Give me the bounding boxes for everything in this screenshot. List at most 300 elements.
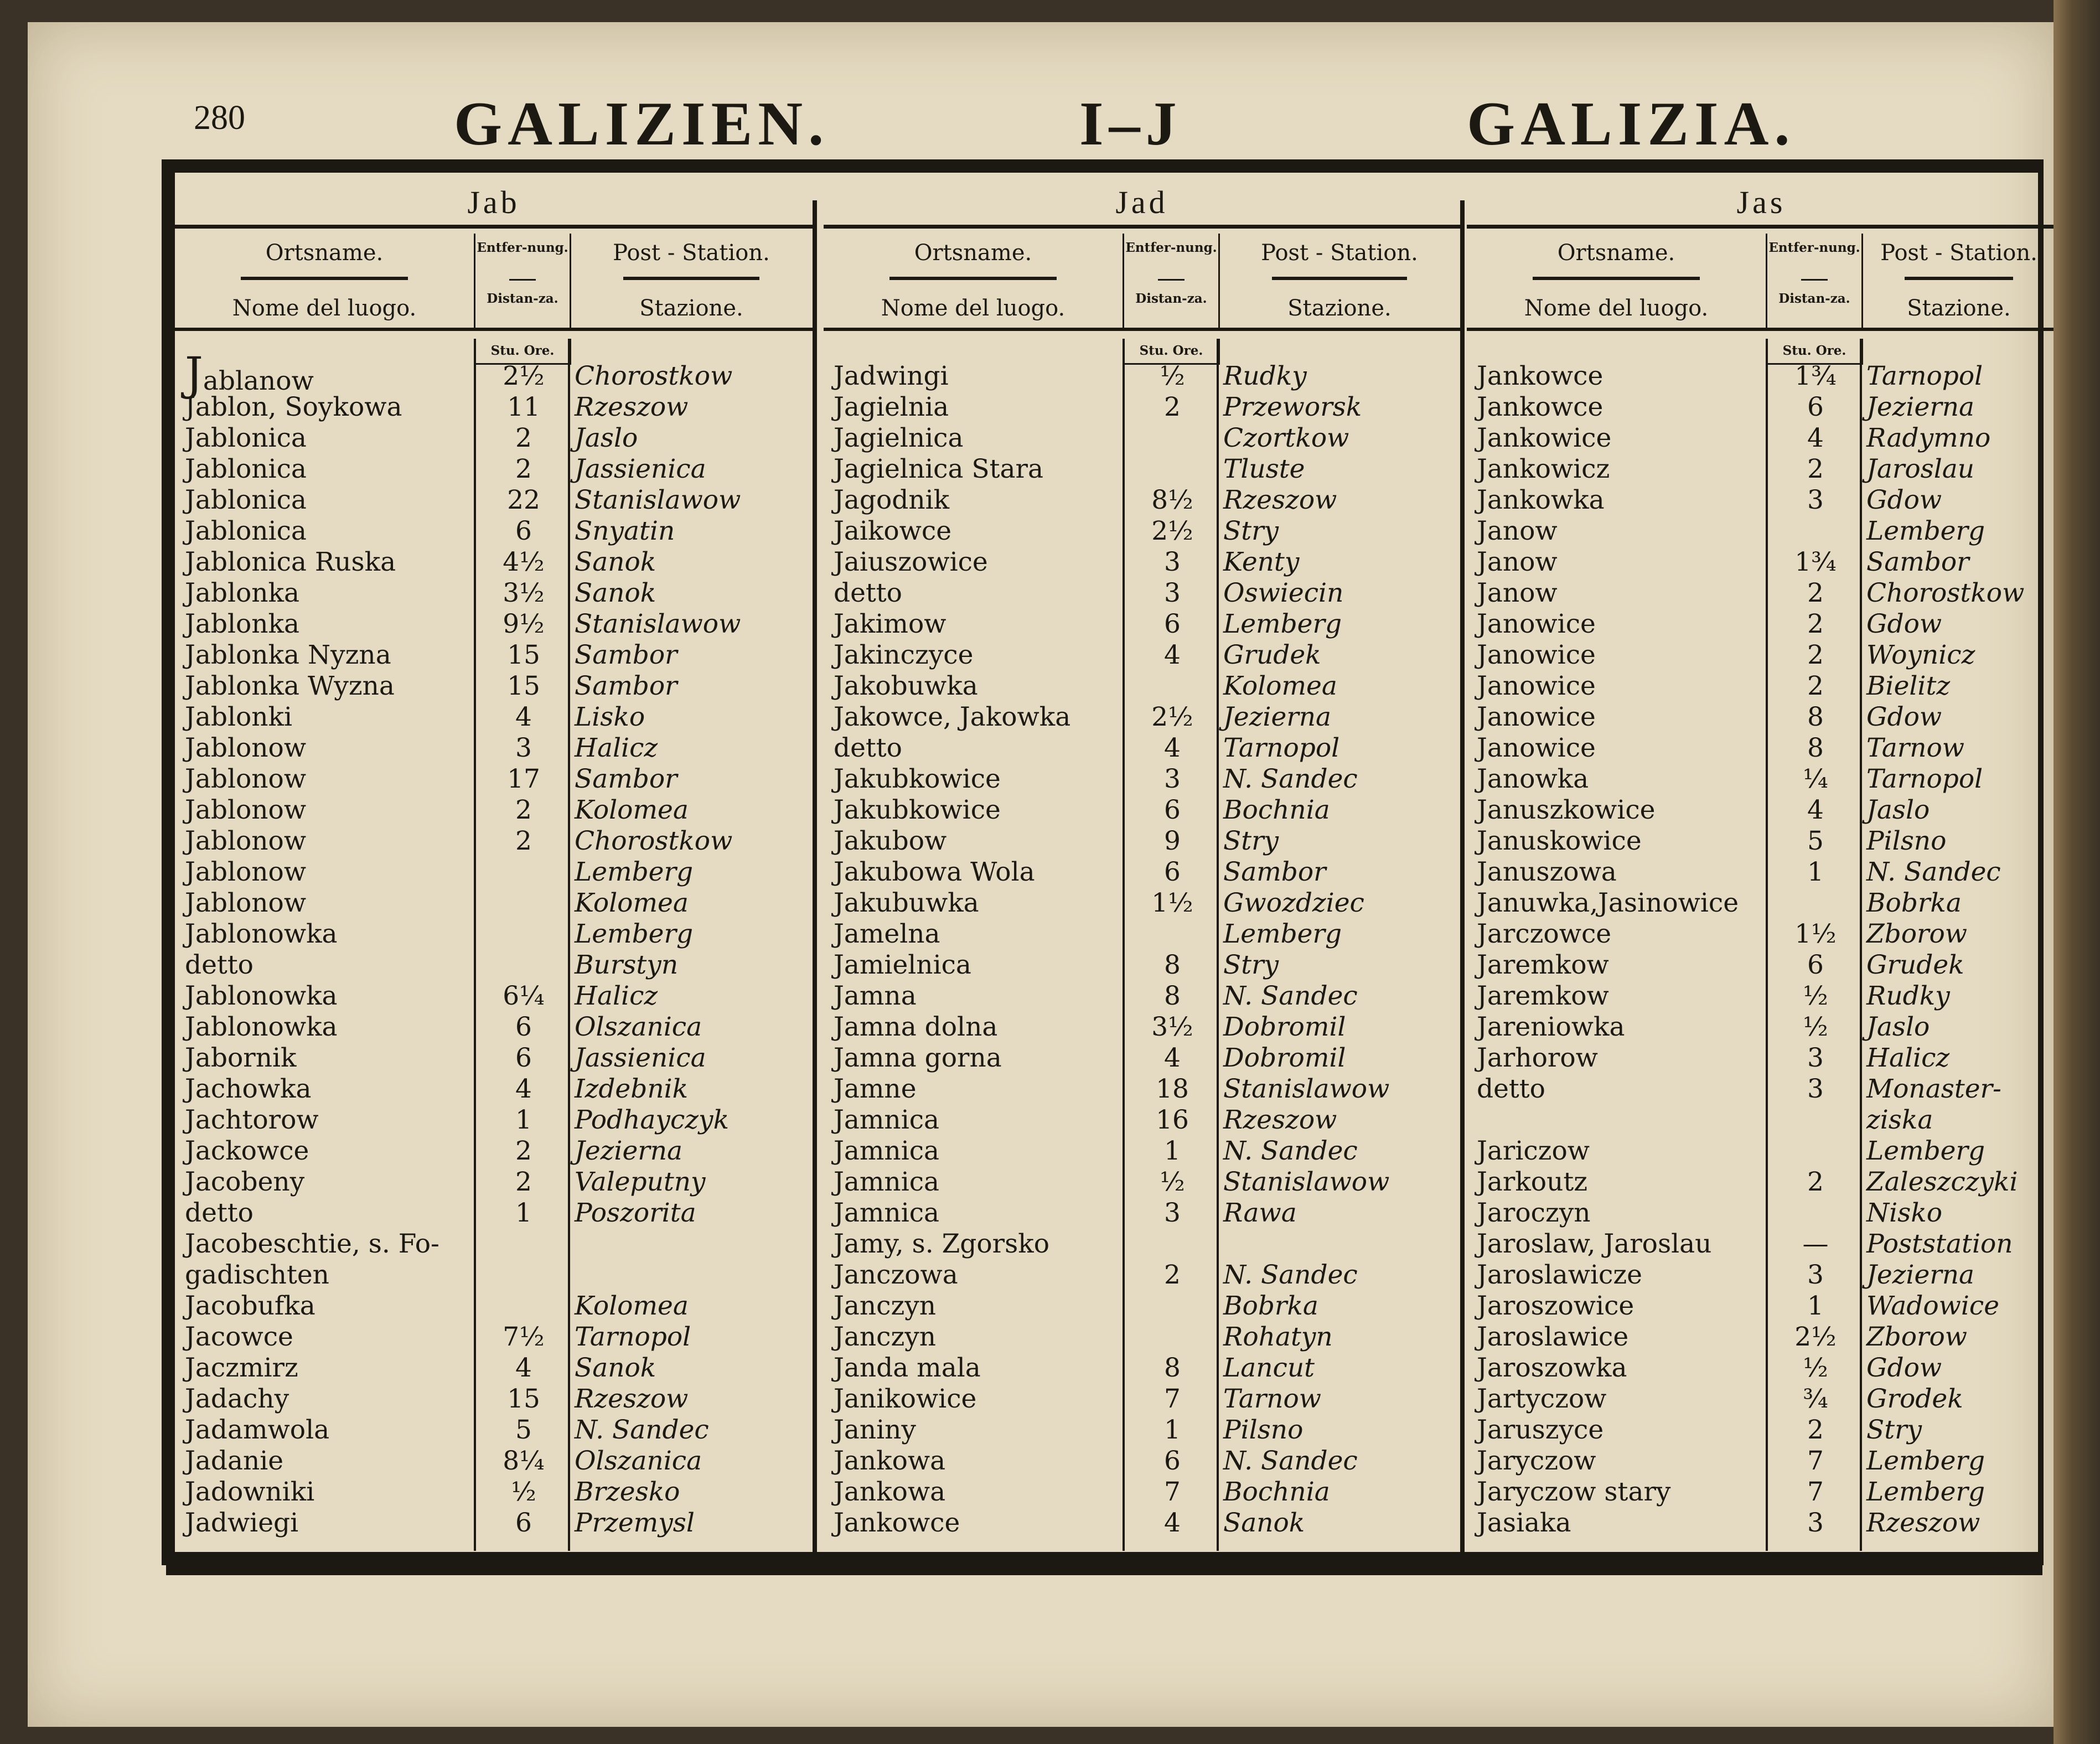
place-name: Jadwiegi [185, 1508, 299, 1538]
post-station: Grodek [1866, 1384, 1963, 1414]
station-header [1862, 234, 2056, 328]
place-name: Jaroszowice [1477, 1291, 1635, 1321]
post-station: Kenty [1223, 547, 1300, 577]
table-row [824, 1353, 1460, 1384]
post-station: Burstyn [575, 950, 679, 980]
distance-value: 1 [515, 1198, 532, 1228]
book-spine [2054, 0, 2100, 1744]
table-row [1467, 640, 2056, 671]
place-name: Jacobeschtie, s. Fo- [185, 1229, 439, 1259]
distance-value: 15 [507, 1384, 540, 1414]
table-row [824, 857, 1460, 888]
post-station: Stry [1866, 1415, 1922, 1445]
post-station: Rohatyn [1223, 1322, 1333, 1352]
place-name: Janow [1477, 516, 1558, 546]
post-station: Olszanica [575, 1446, 702, 1476]
place-name: Januszowa [1477, 857, 1617, 887]
distance-value: — [1802, 1229, 1829, 1259]
place-name: Jacobeny [185, 1167, 305, 1197]
post-station: Rzeszow [575, 1384, 689, 1414]
distance-value: 4 [1807, 423, 1824, 453]
post-station: Jaslo [1866, 795, 1930, 825]
distance-value: 4 [1807, 795, 1824, 825]
distance-value: 2 [1807, 1415, 1824, 1445]
post-station: Stry [1223, 826, 1279, 856]
post-station: N. Sandec [575, 1415, 709, 1445]
table-row [175, 795, 813, 826]
post-station: Oswiecin [1223, 578, 1344, 608]
name-header-german: Ortsname. [265, 240, 384, 266]
table-row [1467, 1043, 2056, 1074]
table-row [824, 454, 1460, 485]
table-row [175, 1074, 813, 1105]
distance-value: 6 [515, 516, 532, 546]
post-station: Kolomea [575, 795, 689, 825]
post-station: Woynicz [1866, 640, 1975, 670]
table-row [1467, 1136, 2056, 1167]
table-row [824, 702, 1460, 733]
name-header [175, 234, 474, 328]
distance-value: ½ [1803, 1353, 1828, 1383]
place-name: detto [185, 1198, 254, 1228]
post-station: Tarnopol [1866, 361, 1983, 391]
table-row [175, 857, 813, 888]
post-station: Poststation [1866, 1229, 2013, 1259]
table-row [824, 981, 1460, 1012]
distance-value: 22 [507, 485, 540, 515]
distance-value: 7 [1807, 1446, 1824, 1476]
post-station: Tluste [1223, 454, 1305, 484]
table-row [1467, 1353, 2056, 1384]
post-station: Gdow [1866, 702, 1942, 732]
distance-value: 1½ [1794, 919, 1837, 949]
column-header-row [175, 234, 813, 331]
post-station: Jaslo [575, 423, 638, 453]
distance-value: 2 [515, 795, 532, 825]
place-name: Jarkoutz [1477, 1167, 1588, 1197]
place-name: Jackowce [185, 1136, 309, 1166]
place-name: Jakimow [834, 609, 946, 639]
place-name: Jartyczow [1477, 1384, 1607, 1414]
distance-value: 3 [1807, 485, 1824, 515]
header-rule [1801, 279, 1828, 281]
table-row [1467, 981, 2056, 1012]
table-row [175, 1508, 813, 1539]
place-name: Jamna [834, 981, 917, 1011]
place-name: Jaroszowka [1477, 1353, 1627, 1383]
place-name: Jaczmirz [185, 1353, 298, 1383]
post-station: N. Sandec [1223, 1136, 1358, 1166]
distance-value: 8 [1164, 1353, 1181, 1383]
table-row [1467, 1012, 2056, 1043]
distance-value: 8 [1164, 981, 1181, 1011]
column-header-row [1467, 234, 2056, 331]
table-row [175, 1384, 813, 1415]
distance-value: 17 [507, 764, 540, 794]
table-row [824, 795, 1460, 826]
distance-value: 5 [1807, 826, 1824, 856]
station-header-german: Post - Station. [613, 240, 770, 266]
place-name: Janikowice [834, 1384, 977, 1414]
place-name: Jankowka [1477, 485, 1605, 515]
initial-letter: J [185, 348, 203, 401]
place-name: Jadowniki [185, 1477, 315, 1507]
table-row [175, 1043, 813, 1074]
distance-header-italian: Distan-za. [1135, 291, 1207, 306]
distance-header-german: Entfer-nung. [1768, 240, 1860, 255]
place-name: Janowice [1477, 671, 1596, 701]
place-name: Janczyn [834, 1291, 937, 1321]
station-header-italian: Stazione. [639, 296, 743, 321]
post-station: Lemberg [1866, 1477, 1985, 1507]
post-station: Tarnopol [575, 1322, 691, 1352]
place-name: Jamelna [834, 919, 940, 949]
place-name: Janczyn [834, 1322, 937, 1352]
distance-header-german: Entfer-nung. [1125, 240, 1217, 255]
place-name: Jablanow [185, 348, 314, 401]
distance-value: 6 [1164, 795, 1181, 825]
distance-value: 2 [515, 826, 532, 856]
title-range: I–J [1079, 90, 1182, 158]
distance-value: 7 [1807, 1477, 1824, 1507]
post-station: Jaroslau [1866, 454, 1975, 484]
table-row [175, 702, 813, 733]
table-row [1467, 392, 2056, 423]
place-name: Jaryczow [1477, 1446, 1596, 1476]
table-row [175, 1291, 813, 1322]
table-row [175, 764, 813, 795]
table-row [175, 1260, 813, 1291]
place-name: Jamnica [834, 1167, 940, 1197]
distance-value: 4 [515, 1074, 532, 1104]
post-station: Gwozdziec [1223, 888, 1364, 918]
table-row [824, 1136, 1460, 1167]
header-rule [1905, 277, 2013, 280]
distance-value: 8 [1807, 733, 1824, 763]
post-station: Lemberg [1866, 1136, 1985, 1166]
distance-value: 6 [515, 1508, 532, 1538]
table-row [175, 1167, 813, 1198]
distance-header [1766, 234, 1863, 328]
table-row [824, 1260, 1460, 1291]
place-name: Jaryczow stary [1477, 1477, 1671, 1507]
post-station: Stanislawow [1223, 1074, 1390, 1104]
table-row [175, 826, 813, 857]
post-station: Zborow [1866, 919, 1968, 949]
post-station: Olszanica [575, 1012, 702, 1042]
place-name: Jablonica Ruska [185, 547, 396, 577]
section-jab [175, 173, 813, 1552]
place-name: Jankowce [834, 1508, 960, 1538]
post-station: Sanok [575, 578, 656, 608]
table-row [824, 671, 1460, 702]
distance-value: 4 [1164, 1043, 1181, 1073]
place-name: Jablonowka [185, 919, 338, 949]
unit-label: Stu. Ore. [1766, 339, 1863, 365]
post-station: Valeputny [575, 1167, 706, 1197]
place-name: Jamnica [834, 1136, 940, 1166]
place-name: Jablonowka [185, 981, 338, 1011]
distance-value: 16 [1156, 1105, 1189, 1135]
distance-value: 8 [1807, 702, 1824, 732]
table-row [824, 919, 1460, 950]
header-rule [1272, 277, 1407, 280]
section-label: Jab [175, 184, 813, 229]
post-station: Stry [1223, 516, 1279, 546]
table-row [175, 578, 813, 609]
place-name: Jablonka Nyzna [185, 640, 391, 670]
station-header [570, 234, 813, 328]
place-name: Jakowce, Jakowka [834, 702, 1071, 732]
table-row [824, 640, 1460, 671]
station-header-italian: Stazione. [1907, 296, 2011, 321]
place-name: detto [834, 733, 902, 763]
distance-value: 6 [1807, 950, 1824, 980]
post-station: Bochnia [1223, 795, 1330, 825]
distance-value: 4 [1164, 1508, 1181, 1538]
table-row [175, 454, 813, 485]
distance-value: 2½ [1151, 702, 1193, 732]
post-station: Izdebnik [575, 1074, 689, 1104]
place-name: Janowice [1477, 609, 1596, 639]
place-name: Januszkowice [1477, 795, 1656, 825]
place-name: detto [834, 578, 902, 608]
post-station: Kolomea [575, 888, 689, 918]
distance-value: 4½ [503, 547, 545, 577]
header-rule [1158, 279, 1185, 281]
distance-value: 3 [1164, 547, 1181, 577]
post-station: Rawa [1223, 1198, 1297, 1228]
post-station: Poszorita [575, 1198, 696, 1228]
table-row [824, 826, 1460, 857]
table-row [1467, 1291, 2056, 1322]
post-station: Sambor [575, 671, 677, 701]
table-row [1467, 516, 2056, 547]
place-name: Jamielnica [834, 950, 971, 980]
table-row [175, 1353, 813, 1384]
post-station: Rudky [1866, 981, 1950, 1011]
distance-value: 6 [1164, 609, 1181, 639]
post-station: Sambor [1223, 857, 1326, 887]
header-rule [1533, 277, 1700, 280]
place-name: Januwka,Jasinowice [1477, 888, 1739, 918]
distance-value: 9½ [503, 609, 545, 639]
post-station: Jezierna [1223, 702, 1332, 732]
table-row [1467, 764, 2056, 795]
table-row [175, 1198, 813, 1229]
post-station: Chorostkow [1866, 578, 2025, 608]
post-station: Rudky [1223, 361, 1307, 391]
post-station: Lemberg [1223, 919, 1342, 949]
unit-label: Stu. Ore. [1123, 339, 1220, 365]
table-row [175, 485, 813, 516]
table-row [175, 671, 813, 702]
post-station: Halicz [575, 981, 658, 1011]
post-station: Jassienica [575, 454, 706, 484]
table-row [1467, 919, 2056, 950]
place-name: Jacowce [185, 1322, 293, 1352]
place-name: Jaikowce [834, 516, 952, 546]
table-row [824, 1198, 1460, 1229]
place-name: Jankowa [834, 1477, 946, 1507]
post-station: Przemysl [575, 1508, 695, 1538]
place-name: Jamnica [834, 1198, 940, 1228]
place-name: Jagodnik [834, 485, 950, 515]
place-name: Jablonica [185, 423, 307, 453]
place-name: Jablonka [185, 578, 300, 608]
station-header-german: Post - Station. [1880, 240, 2037, 266]
name-header-italian: Nome del luogo. [232, 296, 417, 321]
table-row [1467, 547, 2056, 578]
post-station: Przeworsk [1223, 392, 1362, 422]
post-station: Sanok [1223, 1508, 1305, 1538]
post-station: Nisko [1866, 1198, 1943, 1228]
place-name: Jadwingi [834, 361, 949, 391]
distance-value: 3 [1164, 578, 1181, 608]
post-station: Sanok [575, 1353, 656, 1383]
distance-value: 2 [1807, 578, 1824, 608]
column-header-row [824, 234, 1460, 331]
place-name: Jagielnica Stara [834, 454, 1044, 484]
distance-value: 2½ [1151, 516, 1193, 546]
post-station: N. Sandec [1866, 857, 2001, 887]
table-row [1467, 826, 2056, 857]
post-station: Radymno [1866, 423, 1991, 453]
table-row [1467, 1260, 2056, 1291]
distance-value: ½ [1160, 361, 1185, 391]
place-name: Jablonowka [185, 1012, 338, 1042]
station-header-italian: Stazione. [1287, 296, 1392, 321]
distance-value: 2 [515, 423, 532, 453]
place-name: Jasiaka [1477, 1508, 1571, 1538]
place-name: Januskowice [1477, 826, 1642, 856]
distance-value: 1 [1164, 1136, 1181, 1166]
table-row [824, 1446, 1460, 1477]
table-row [175, 547, 813, 578]
gazetteer-table [162, 159, 2044, 1565]
table-row [175, 1446, 813, 1477]
table-row [824, 888, 1460, 919]
post-station: Halicz [575, 733, 658, 763]
place-name: Jadachy [185, 1384, 289, 1414]
table-row [1467, 1322, 2056, 1353]
post-station: Lemberg [1223, 609, 1342, 639]
place-name: Jablonka Wyzna [185, 671, 395, 701]
table-row [175, 981, 813, 1012]
distance-value: 18 [1156, 1074, 1189, 1104]
distance-value: 1¾ [1794, 361, 1837, 391]
table-row [1467, 888, 2056, 919]
distance-value: 3½ [503, 578, 545, 608]
post-station: Tarnopol [1866, 764, 1983, 794]
place-name: detto [1477, 1074, 1545, 1104]
distance-value: 7½ [503, 1322, 545, 1352]
table-row [824, 1074, 1460, 1105]
post-station: Rzeszow [1866, 1508, 1980, 1538]
entry-list [824, 361, 1460, 1539]
place-name: Jarhorow [1477, 1043, 1598, 1073]
bottom-rule [166, 1562, 2042, 1575]
post-station: Monaster- [1866, 1074, 2001, 1104]
distance-value: 6 [1807, 392, 1824, 422]
table-row [1467, 702, 2056, 733]
header-rule [509, 279, 536, 281]
post-station: Lemberg [1866, 516, 1985, 546]
name-header-italian: Nome del luogo. [881, 296, 1065, 321]
post-station: Lemberg [575, 857, 694, 887]
post-station: Pilsno [1223, 1415, 1304, 1445]
distance-header [474, 234, 571, 328]
post-station: Wadowice [1866, 1291, 2000, 1321]
table-row [175, 516, 813, 547]
table-row [175, 1322, 813, 1353]
distance-value: 2 [1807, 609, 1824, 639]
place-name: Janow [1477, 547, 1558, 577]
table-row [824, 1291, 1460, 1322]
table-row [1467, 1198, 2056, 1229]
post-station: Bobrka [1223, 1291, 1318, 1321]
post-station: N. Sandec [1223, 764, 1358, 794]
table-row [175, 423, 813, 454]
table-row [1467, 1229, 2056, 1260]
name-header-german: Ortsname. [1557, 240, 1675, 266]
post-station: Kolomea [575, 1291, 689, 1321]
table-row [175, 1012, 813, 1043]
place-name: Jablonka [185, 609, 300, 639]
title-german: GALIZIEN. [454, 90, 830, 158]
place-name: Jagielnia [834, 392, 949, 422]
table-row [824, 578, 1460, 609]
table-row [824, 1415, 1460, 1446]
place-name: Jankowicz [1477, 454, 1610, 484]
table-row [175, 733, 813, 764]
place-name: Janow [1477, 578, 1558, 608]
place-name: Jankowce [1477, 361, 1604, 391]
post-station: ziska [1866, 1105, 1933, 1135]
post-station: Stanislawow [575, 609, 741, 639]
post-station: Zaleszczyki [1866, 1167, 2018, 1197]
distance-value: 3 [1807, 1043, 1824, 1073]
distance-header-italian: Distan-za. [1778, 291, 1850, 306]
place-name: Jaroslaw, Jaroslau [1477, 1229, 1712, 1259]
distance-value: 7 [1164, 1477, 1181, 1507]
table-row [175, 1105, 813, 1136]
post-station: Jassienica [575, 1043, 706, 1073]
table-row [824, 547, 1460, 578]
place-name: Jaruszyce [1477, 1415, 1604, 1445]
name-header [1467, 234, 1766, 328]
place-name: Jamnica [834, 1105, 940, 1135]
distance-value: 1 [515, 1105, 532, 1135]
post-station: Sambor [1866, 547, 1969, 577]
table-row [824, 1322, 1460, 1353]
place-name: Janowice [1477, 733, 1596, 763]
table-row [1467, 857, 2056, 888]
distance-value: 6 [515, 1043, 532, 1073]
table-row [175, 640, 813, 671]
place-name: Jariczow [1477, 1136, 1590, 1166]
distance-header-german: Entfer-nung. [477, 240, 568, 255]
place-name: Jaroczyn [1477, 1198, 1591, 1228]
table-row [1467, 454, 2056, 485]
table-row [1467, 1167, 2056, 1198]
place-name: Jarczowce [1477, 919, 1612, 949]
place-name: Jablonow [185, 795, 307, 825]
place-name: Janiny [834, 1415, 916, 1445]
section-jas [1467, 173, 2056, 1552]
table-row [175, 392, 813, 423]
unit-label: Stu. Ore. [474, 339, 571, 365]
